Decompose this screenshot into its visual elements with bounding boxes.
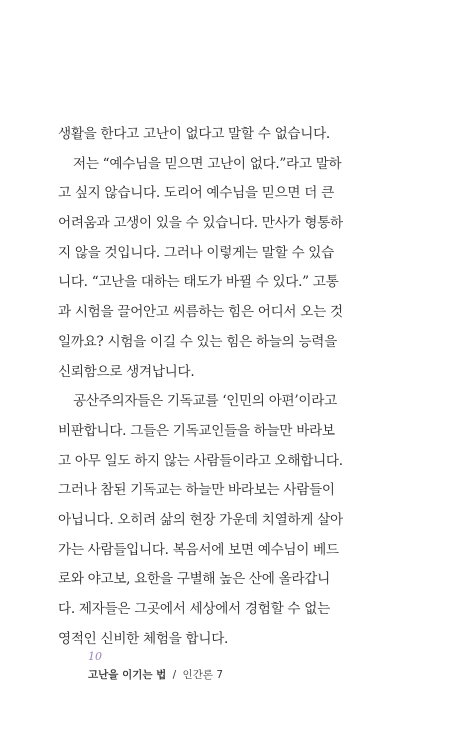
series-label: 인간론 7 [182, 669, 223, 681]
footer-separator: / [172, 669, 177, 681]
text-line: 영적인 신비한 체험을 합니다. [58, 630, 229, 647]
text-line: 과 시험을 끌어안고 씨름하는 힘은 어디서 오는 것 [58, 304, 343, 321]
body-text [58, 120, 418, 654]
text-line: 그러나 참된 기독교는 하늘만 바라보는 사람들이 [58, 482, 335, 499]
text-line: 지 않을 것입니다. 그러나 이렇게는 말할 수 있습 [58, 244, 334, 261]
text-line: 니다. “고난을 대하는 태도가 바뀔 수 있다.” 고통 [58, 274, 339, 291]
text-line: 고 아무 일도 하지 않는 사람들이라고 오해합니다. [58, 452, 343, 469]
text-line: 신뢰함으로 생겨납니다. [58, 363, 195, 380]
text-line: 아닙니다. 오히려 삶의 현장 가운데 치열하게 살아 [58, 511, 343, 528]
text-line: 고 싶지 않습니다. 도리어 예수님을 믿으면 더 큰 [58, 185, 334, 202]
text-line: 가는 사람들입니다. 복음서에 보면 예수님이 베드 [58, 541, 339, 558]
book-title: 고난을 이기는 법 [88, 669, 167, 681]
text-line: 로와 야고보, 요한을 구별해 높은 산에 올라갑니 [58, 571, 330, 588]
text-line: 어려움과 고생이 있을 수 있습니다. 만사가 형통하 [58, 215, 343, 232]
text-line: 생활을 한다고 고난이 없다고 말할 수 없습니다. [58, 126, 330, 142]
text-line: 공산주의자들은 기독교를 ‘인민의 아편’이라고 [73, 393, 337, 410]
text-line: 다. 제자들은 그곳에서 세상에서 경험할 수 없는 [58, 601, 330, 617]
text-line: 일까요? 시험을 이길 수 있는 힘은 하늘의 능력을 [58, 333, 337, 350]
text-line: 비판합니다. 그들은 기독교인들을 하늘만 바라보 [58, 422, 335, 439]
page-number: 10 [88, 650, 102, 663]
text-line: 저는 “예수님을 믿으면 고난이 없다.”라고 말하 [73, 155, 342, 172]
running-footer [88, 667, 223, 682]
